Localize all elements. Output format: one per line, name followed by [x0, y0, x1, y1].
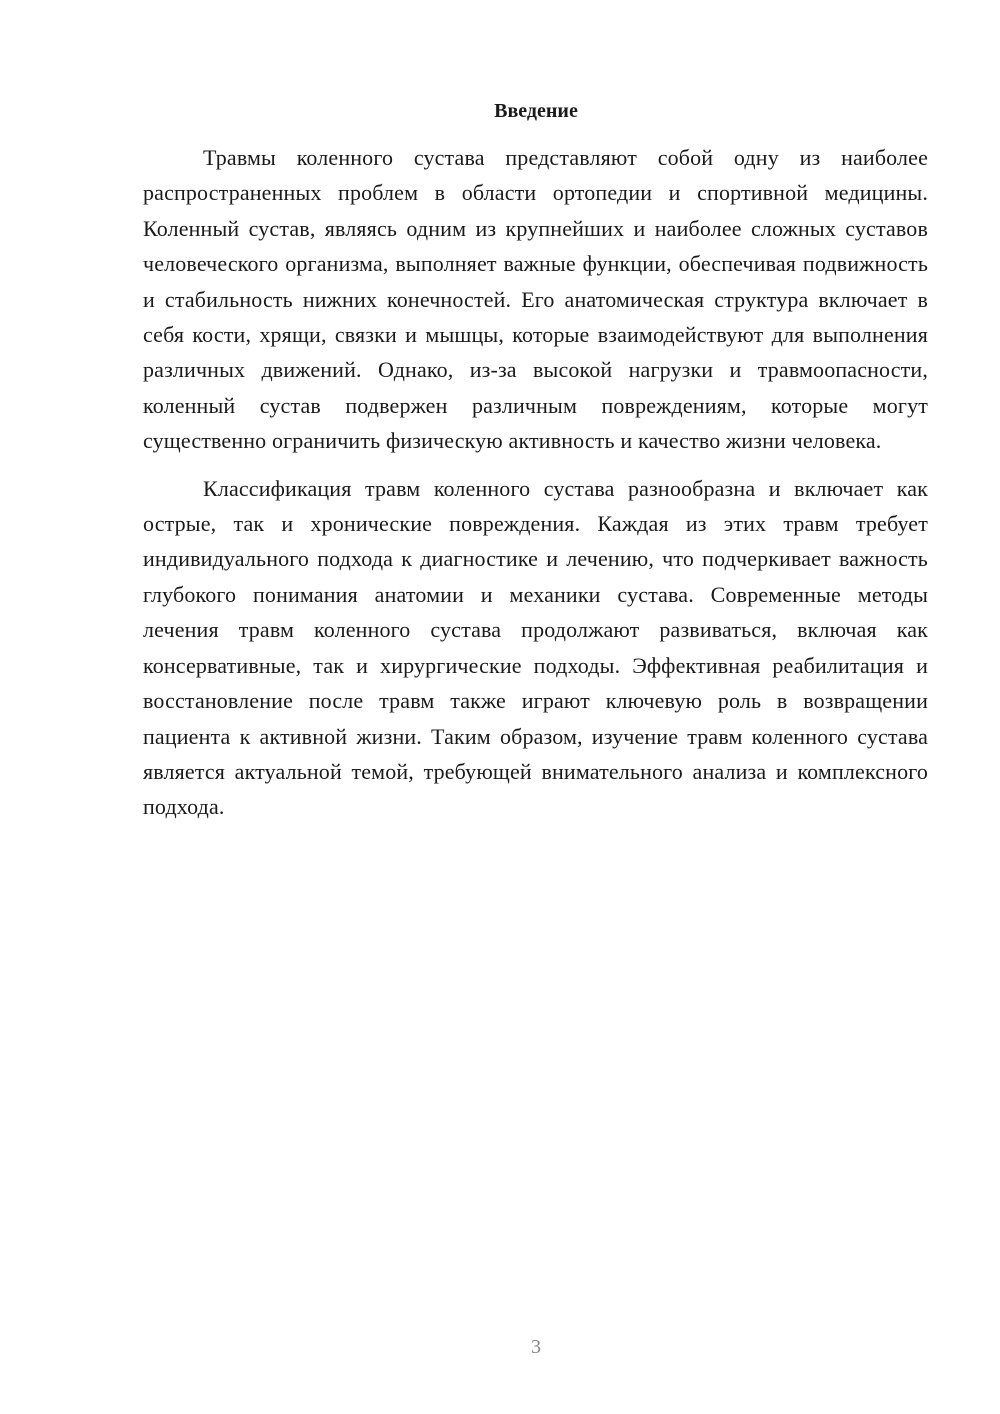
paragraph-2: Классификация травм коленного сустава разнообразна и включает как острые, так и хронические повреждения. Каждая из этих травм требует индивидуального подхода к диагностике и лечению, что подчеркивает важность глубокого понимания анатомии и механики сустава. Современные методы лечения травм коленного сустава продолжают развиваться, включая как консервативные, так и хирургические подходы. Эффективная реабилитация и восстановление после травм также играют ключевую роль в возвращении пациента к активной жизни. Таким образом, изучение травм коленного сустава является актуальной темой, требующей внимательного анализа и комплексного подхода. [143, 475, 928, 820]
section-heading: Введение [494, 100, 578, 122]
body-text [143, 140, 928, 825]
page-number: 3 [531, 1336, 541, 1358]
paragraph-1: Травмы коленного сустава представляют собой одну из наиболее распространенных проблем в области ортопедии и спортивной медицины. Коленный сустав, являясь одним из крупнейших и наиболее сложных суставов человеческого организма, выполняет важные функции, обеспечивая подвижность и стабильность нижних конечностей. Его анатомическая структура включает в себя кости, хрящи, связки и мышцы, которые взаимодействуют для выполнения различных движений. Однако, из-за высокой нагрузки и травмоопасности, коленный сустав подвержен различным повреждениям, которые могут существенно ограничить физическую активность и качество жизни человека. [143, 145, 928, 454]
